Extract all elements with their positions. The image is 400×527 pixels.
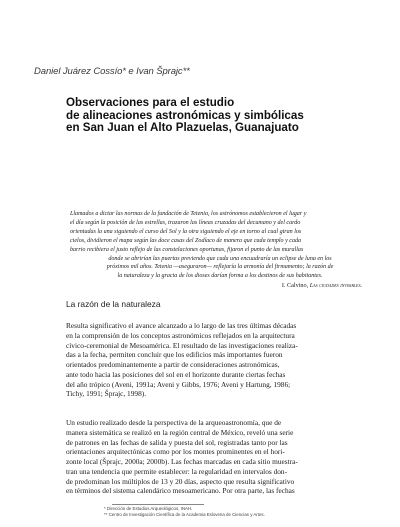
citation-author: I. Calvino, [281,282,310,289]
epigraph-line: cielos, dividieron el mapa según las doce casas del Zodíaco de manera que cada templo y cada [70,237,302,244]
paragraph-line: das a la fecha, permiten concluir que los edificios más importantes fueron [66,350,283,360]
paragraph-line: Tichy, 1991; Šprajc, 1998). [66,389,147,399]
body-paragraph-2 [66,418,372,496]
epigraph-line: próximos mil años. Tetenia —aseguraron— reflejaría la armonía del firmamento; la razón de [106,264,334,271]
epigraph-line: barrio recibiera el justo reflejo de las constelaciones oportunas, fijaron el punto de las murallas [70,246,304,253]
epigraph [70,210,370,281]
paragraph-line: orientados predominantemente a partir de consideraciones astronómicas, [66,360,280,369]
epigraph-citation [282,282,362,289]
footnote: * Dirección de Estudios Arqueológicos, INAH. [104,506,193,511]
paragraph-line: cívico-ceremonial de Mesoamérica. El resultado de las investigaciones realiza- [66,340,298,350]
paragraph-line: orientaciones arquitectónicas como por los montes prominentes en el hori- [66,447,285,457]
paragraph-line: ante todo hacia las posiciones del sol en el horizonte durante ciertas fechas [66,369,286,379]
paragraph-line: del año trópico (Aveni, 1991a; Aveni y Gibbs, 1976; Aveni y Hartung, 1986; [66,379,291,389]
paragraph-line: de patrones en las fechas de salida y puesta del sol, registradas tanto por las [66,437,288,447]
paragraph-line: Un estudio realizado desde la perspectiva de la arqueoastronomía, que de [66,418,282,427]
paragraph-line: Resulta significativo el avance alcanzado a lo largo de las tres últimas décadas [66,321,297,330]
epigraph-line: la naturaleza y la gracia de los dioses darían forma a los destinos de sus habitantes. [117,273,323,280]
paragraph-line: manera sistemática se realizó en la región central de México, reveló una serie [66,427,294,437]
body-paragraph-1 [66,321,372,399]
epigraph-line: Llamados a dictar las normas de la fundación de Tetenia, los astrónomos establecieron el lugar y [70,211,307,217]
footnote-divider [112,504,204,505]
title-line: Observaciones para el estudio [66,96,235,109]
citation-work: Las ciudades invisibles. [309,282,362,289]
epigraph-line: el día según la posición de las estrellas, trazaron las líneas cruzadas del decumano y del cardo [70,219,301,226]
footnote: ** Centro de Investigación Científica de la Academia Eslovena de Ciencias y Artes. [104,512,265,518]
paragraph-line: de predominan los múltiplos de 13 y 20 días, aspecto que resulta significativo [66,476,295,486]
paragraph-line: zonte local (Šprajc, 2000a; 2000b). Las fechas marcadas en cada sitio muestra- [66,457,298,466]
authors: Daniel Juárez Cossío* e Ivan Šprajc** [34,66,190,77]
section-heading: La razón de la naturaleza [66,299,161,309]
epigraph-line: orientadas la una siguiendo el curso del Sol y la otra siguiendo el eje en torno al cual giran los [70,228,302,235]
epigraph-line: donde se abrirían las puertas previendo que cada una encuadraría un eclipse de luna en los [108,255,332,262]
footnotes [104,506,265,518]
title-line: de alineaciones astronómicas y simbólicas [66,108,304,122]
paragraph-line: tran una tendencia que permite establecer: la regularidad en intervalos don- [66,466,288,476]
paragraph-line: en la comprensión de los conceptos astronómicos reflejados en la arquitectura [66,330,295,340]
article-title [66,97,366,135]
title-line: en San Juan el Alto Plazuelas, Guanajuato [66,121,299,135]
paragraph-line: en términos del sistema calendárico mesoamericano. Por otra parte, las fechas [66,486,295,496]
